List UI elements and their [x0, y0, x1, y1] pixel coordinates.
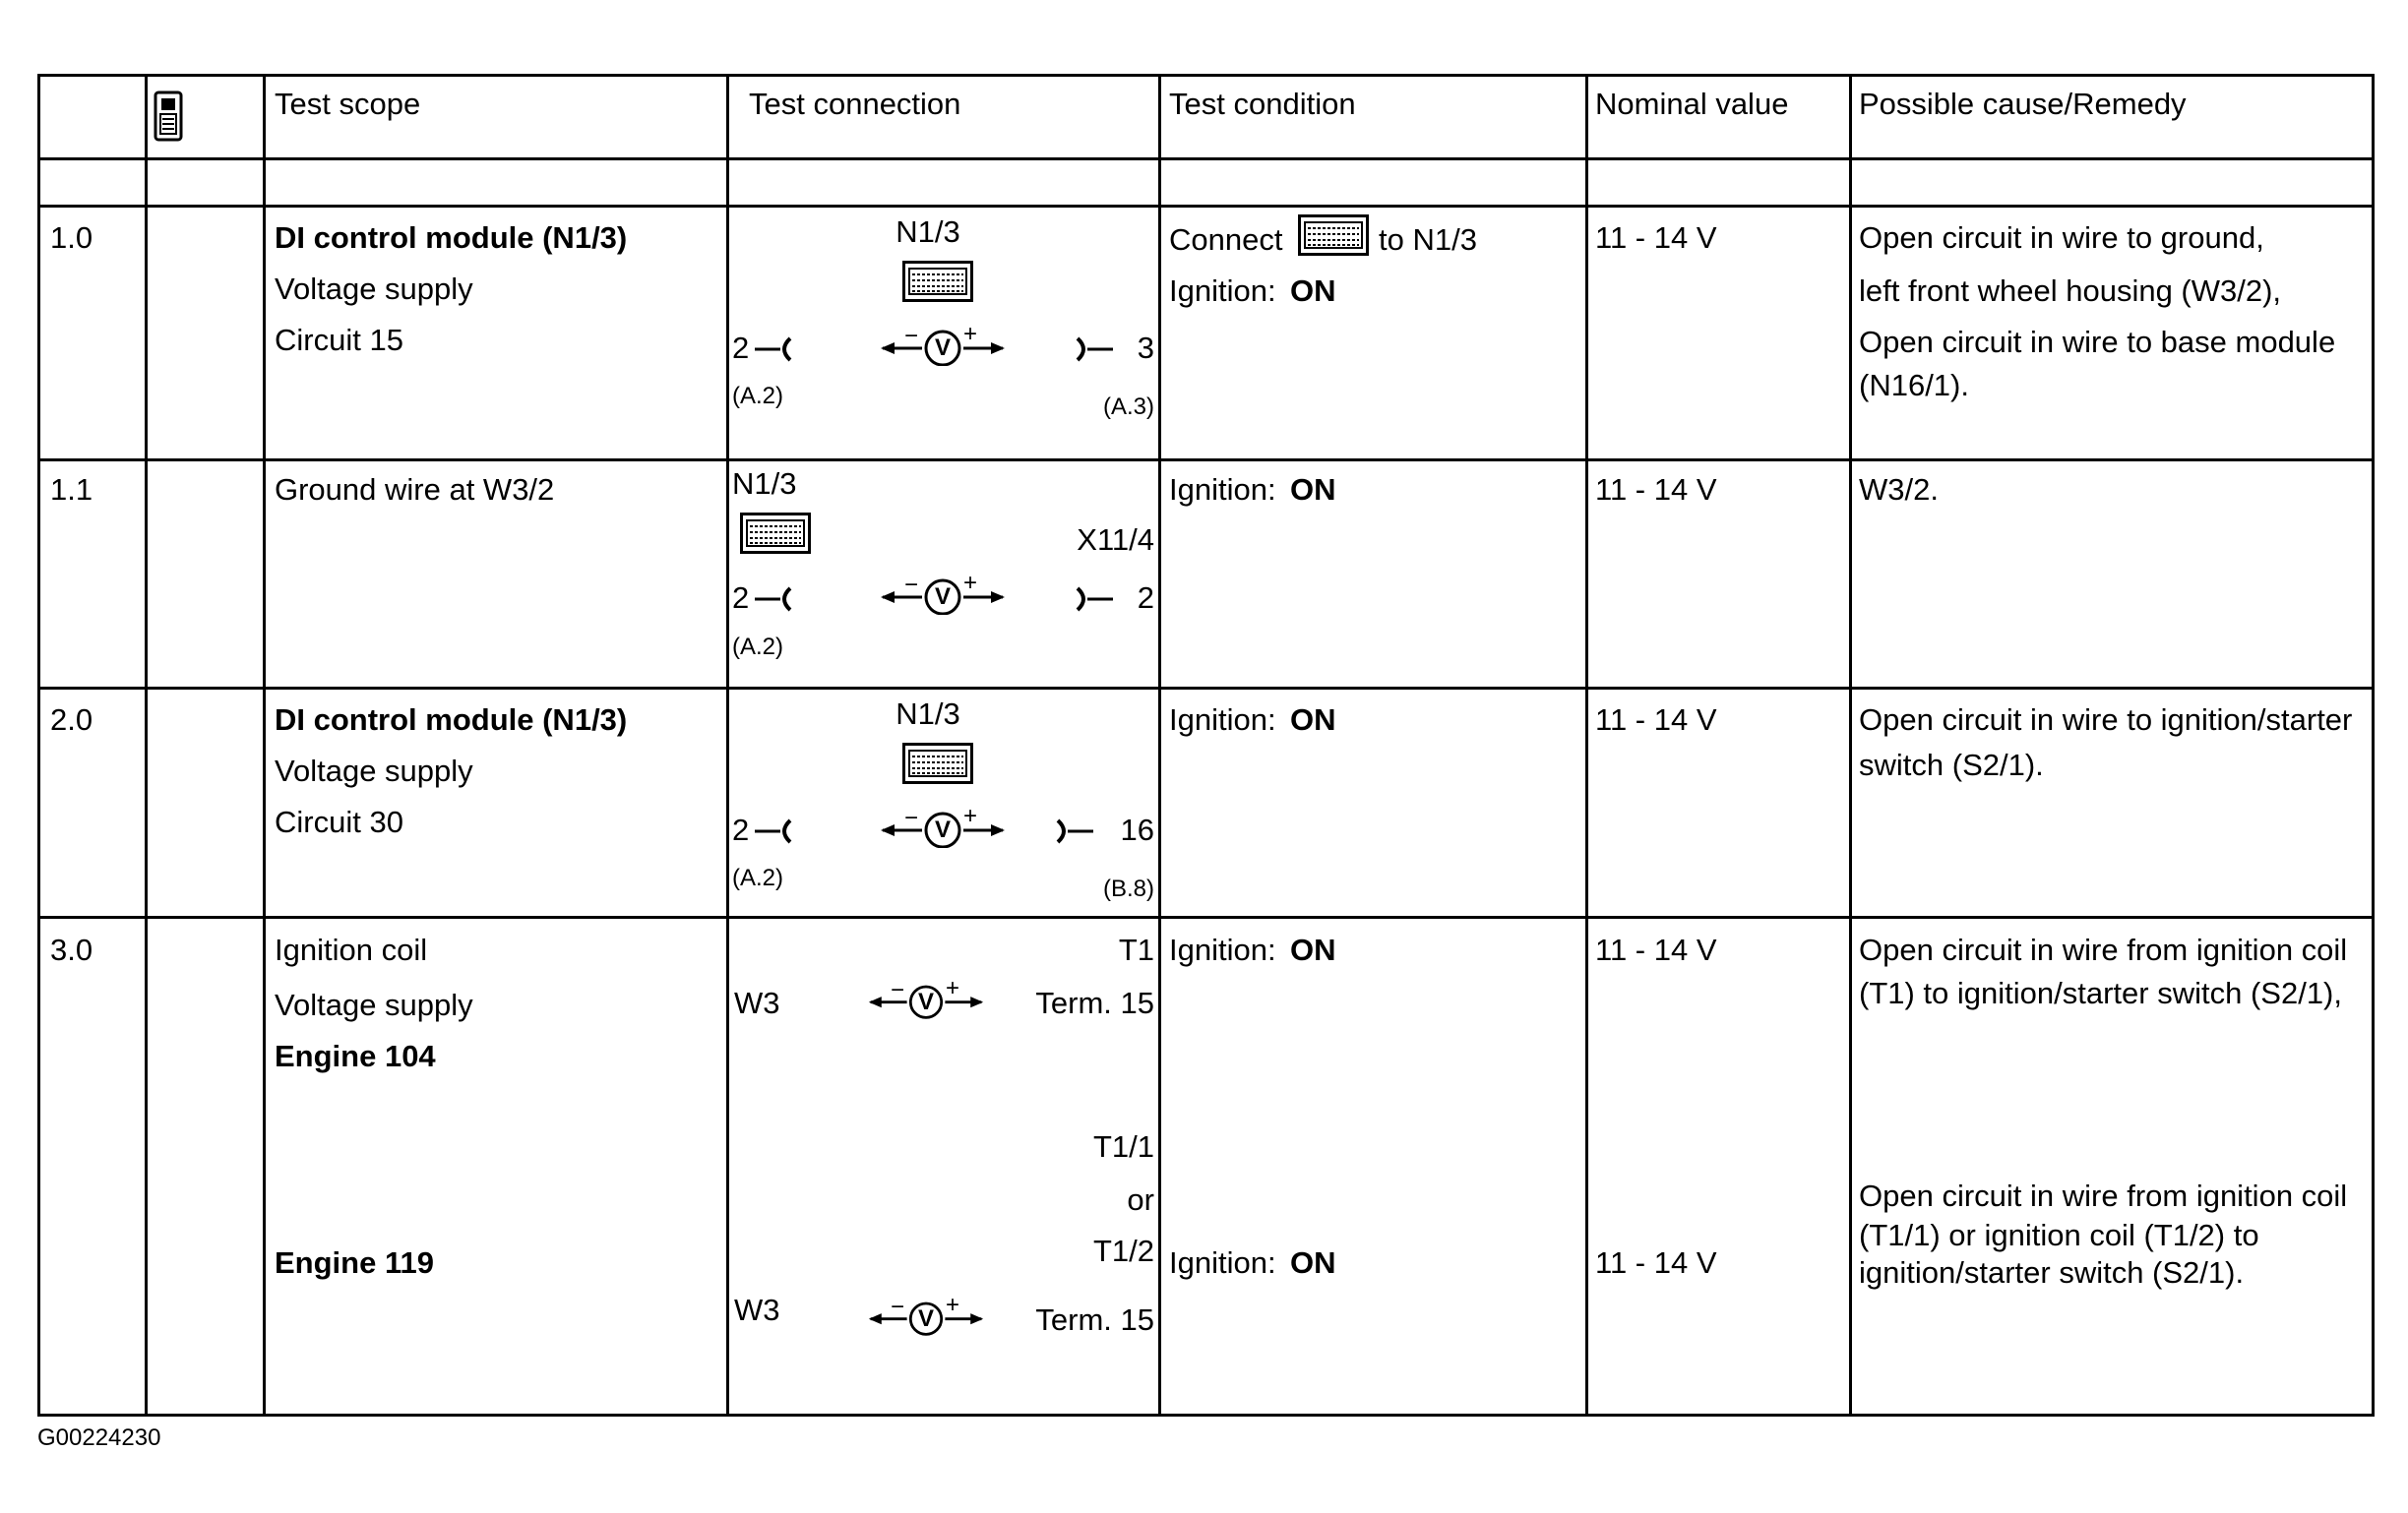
voltmeter-plus: + — [963, 570, 978, 596]
voltmeter-v: V — [934, 583, 951, 610]
voltmeter-plus: + — [946, 975, 960, 1001]
pin-label: 2 — [732, 331, 750, 365]
pin-label: 3 — [1137, 331, 1154, 365]
connector-box-icon — [1298, 214, 1369, 256]
header-possible-cause: Possible cause/Remedy — [1859, 87, 2187, 121]
pin-reference: (A.2) — [732, 383, 784, 409]
header-test-connection: Test connection — [749, 87, 961, 121]
condition-ignition-state: ON — [1290, 472, 1336, 507]
nominal-value: 11 - 14 V — [1595, 933, 1717, 967]
condition-connect-target: to N1/3 — [1379, 222, 1477, 257]
nominal-value: 11 - 14 V — [1595, 220, 1717, 255]
test-socket-icon — [755, 334, 794, 364]
remedy-line: Open circuit in wire from ignition coil — [1859, 1179, 2348, 1213]
col-rule-1 — [145, 77, 148, 1414]
condition-ignition: Ignition: — [1169, 273, 1276, 308]
test-scope-line: Voltage supply — [275, 272, 473, 306]
remedy-line: ignition/starter switch (S2/1). — [1859, 1255, 2245, 1290]
col-rule-3 — [726, 77, 729, 1414]
test-scope-line: Circuit 15 — [275, 323, 403, 357]
remedy-line: Open circuit in wire from ignition coil — [1859, 933, 2348, 967]
diagnostic-tester-icon — [154, 91, 183, 142]
row-rule-2 — [40, 687, 2372, 690]
header-rule — [40, 157, 2372, 160]
blank-row-rule — [40, 205, 2372, 208]
pin-reference: (A.2) — [732, 634, 784, 660]
col-rule-4 — [1158, 77, 1161, 1414]
terminal-label: Term. 15 — [1035, 1302, 1154, 1337]
remedy-line: Open circuit in wire to base module — [1859, 325, 2336, 359]
condition-ignition-state: ON — [1290, 273, 1336, 308]
condition-ignition: Ignition: — [1169, 472, 1276, 507]
row-rule-1 — [40, 458, 2372, 461]
pin-reference: (B.8) — [1102, 876, 1154, 902]
voltmeter-v: V — [917, 989, 934, 1015]
pin-label: 2 — [732, 813, 750, 847]
module-label: N1/3 — [895, 696, 960, 731]
voltmeter-v: V — [934, 817, 951, 843]
header-test-condition: Test condition — [1169, 87, 1356, 121]
remedy-line: Open circuit in wire to ground, — [1859, 220, 2264, 255]
nominal-value: 11 - 14 V — [1595, 702, 1717, 737]
remedy-line: Open circuit in wire to ignition/starter — [1859, 702, 2353, 737]
connector-box-icon — [740, 513, 811, 554]
remedy-line: (T1/1) or ignition coil (T1/2) to — [1859, 1218, 2259, 1252]
voltmeter-minus: − — [904, 572, 919, 598]
condition-ignition: Ignition: — [1169, 933, 1276, 967]
test-scope-line: Voltage supply — [275, 754, 473, 788]
terminal-label: T1/2 — [1092, 1234, 1154, 1268]
voltmeter-v: V — [917, 1305, 934, 1332]
pin-label: 16 — [1120, 813, 1154, 847]
col-rule-6 — [1849, 77, 1852, 1414]
engine-label: Engine 104 — [275, 1039, 436, 1073]
module-label: N1/3 — [895, 214, 960, 249]
test-scope-line: Circuit 30 — [275, 805, 403, 839]
voltmeter-minus: − — [904, 323, 919, 349]
or-label: or — [1127, 1182, 1154, 1217]
test-scope-line: Voltage supply — [275, 988, 473, 1022]
condition-ignition-state: ON — [1290, 933, 1336, 967]
terminal-label: T1 — [1118, 933, 1154, 967]
test-scope-title: Ignition coil — [275, 933, 428, 967]
remedy-line: (N16/1). — [1859, 368, 1969, 402]
header-test-scope: Test scope — [275, 87, 421, 121]
terminal-label: T1/1 — [1092, 1129, 1154, 1164]
voltmeter-v: V — [934, 334, 951, 361]
pin-reference: (A.3) — [1102, 393, 1154, 420]
row-number: 3.0 — [50, 933, 93, 967]
test-table — [37, 74, 2375, 1417]
remedy-line: left front wheel housing (W3/2), — [1859, 273, 2282, 308]
test-socket-icon — [755, 817, 794, 846]
voltmeter-plus: + — [963, 803, 978, 829]
test-scope-title: DI control module (N1/3) — [275, 220, 628, 255]
test-socket-icon — [1054, 817, 1093, 846]
terminal-label: Term. 15 — [1035, 986, 1154, 1020]
header-nominal-value: Nominal value — [1595, 87, 1789, 121]
condition-connect: Connect — [1169, 222, 1283, 257]
condition-ignition-state: ON — [1290, 702, 1336, 737]
engine-label: Engine 119 — [275, 1245, 434, 1280]
remedy-line: switch (S2/1). — [1859, 748, 2044, 782]
connector-label: X11/4 — [1077, 522, 1154, 557]
condition-ignition: Ignition: — [1169, 702, 1276, 737]
test-socket-icon — [755, 584, 794, 614]
remedy-line: (T1) to ignition/starter switch (S2/1), — [1859, 976, 2342, 1010]
figure-id: G00224230 — [37, 1424, 161, 1451]
voltmeter-minus: − — [891, 977, 905, 1003]
connector-box-icon — [902, 261, 973, 302]
col-rule-2 — [263, 77, 266, 1414]
pin-label: 2 — [1137, 580, 1154, 615]
voltmeter-minus: − — [891, 1294, 905, 1320]
nominal-value: 11 - 14 V — [1595, 472, 1717, 507]
module-label: N1/3 — [732, 466, 797, 501]
connector-label: W3 — [734, 986, 780, 1020]
connector-box-icon — [902, 743, 973, 784]
test-scope-title: DI control module (N1/3) — [275, 702, 628, 737]
connector-label: W3 — [734, 1293, 780, 1327]
remedy-line: W3/2. — [1859, 472, 1939, 507]
row-rule-3 — [40, 916, 2372, 919]
row-number: 1.1 — [50, 472, 93, 507]
row-number: 1.0 — [50, 220, 93, 255]
nominal-value: 11 - 14 V — [1595, 1245, 1717, 1280]
condition-ignition-state: ON — [1290, 1245, 1336, 1280]
condition-ignition: Ignition: — [1169, 1245, 1276, 1280]
voltmeter-minus: − — [904, 805, 919, 831]
col-rule-5 — [1585, 77, 1588, 1414]
voltmeter-plus: + — [963, 321, 978, 347]
row-number: 2.0 — [50, 702, 93, 737]
voltmeter-plus: + — [946, 1292, 960, 1318]
pin-label: 2 — [732, 580, 750, 615]
test-scope-title: Ground wire at W3/2 — [275, 472, 555, 507]
pin-reference: (A.2) — [732, 865, 784, 891]
